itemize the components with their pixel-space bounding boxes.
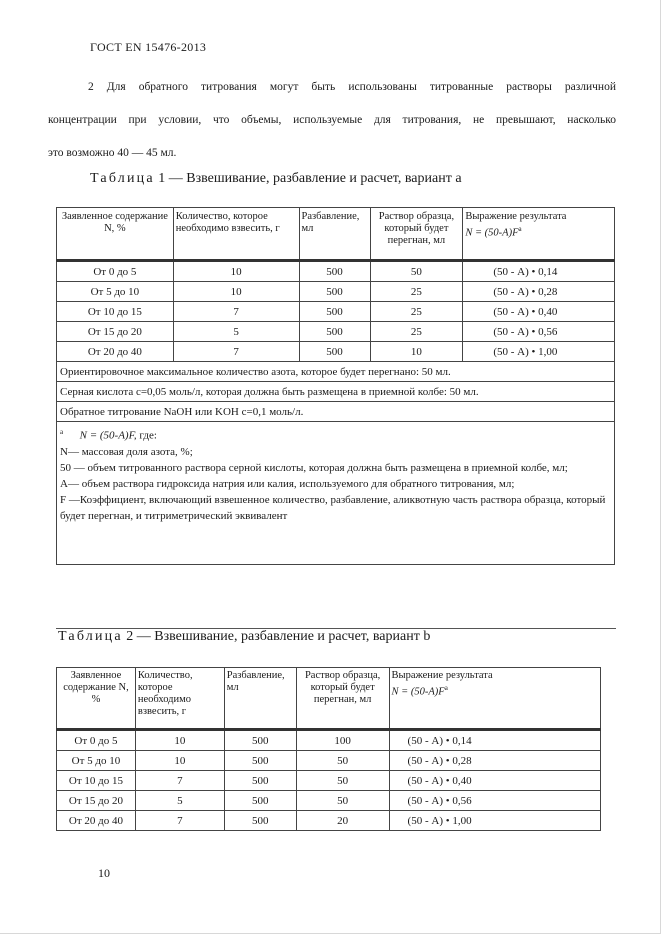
table1-cell: 50 — [370, 261, 463, 282]
table-row — [57, 342, 615, 362]
table1-cell: 5 — [173, 322, 299, 342]
table-row — [57, 322, 615, 342]
table2-cell: 500 — [224, 751, 296, 771]
table2-header-dilution: Разбавление, мл — [224, 668, 296, 730]
table2-cell: 10 — [135, 751, 224, 771]
table2-cell: (50 - А) • 1,00 — [389, 811, 600, 831]
table1-header-dilution: Разбавление, мл — [299, 208, 370, 261]
footnote-formula-tail: где: — [136, 429, 157, 442]
footnote-formula: N = (50-A)F, — [79, 429, 137, 442]
table2-cell: 500 — [224, 791, 296, 811]
table2-cell: (50 - А) • 0,14 — [389, 730, 600, 751]
table1-cell: (50 - А) • 0,28 — [463, 282, 615, 302]
table1-cell: От 0 до 5 — [57, 261, 174, 282]
table2-cell: 100 — [296, 730, 389, 751]
page-number: 10 — [98, 866, 110, 880]
table1-caption-word: Таблица — [90, 171, 155, 186]
table2-caption — [58, 629, 430, 645]
table2-caption-text: 2 — Взвешивание, разбавление и расчет, вариант b — [122, 629, 431, 644]
footnote-50-definition: 50 — объем титрованного раствора серной кислоты, которая должна быть размещена в приемной колбе, мл; — [60, 461, 568, 474]
table2-cell: От 15 до 20 — [57, 791, 136, 811]
table2-header-content: Заявленное содержание N, % — [57, 668, 136, 730]
document-header: ГОСТ EN 15476-2013 — [90, 40, 207, 54]
table1-header-result-label: Выражение результата — [465, 211, 567, 222]
table2-cell: 50 — [296, 791, 389, 811]
table-row — [57, 811, 601, 831]
table1-header-sup: a — [518, 225, 522, 233]
footnote-formula-line — [60, 424, 611, 444]
note-paragraph — [48, 71, 616, 170]
table2-cell: 20 — [296, 811, 389, 831]
table1-header-result — [463, 208, 615, 261]
table2-cell: 5 — [135, 791, 224, 811]
table1-note-row — [57, 402, 615, 422]
table-row — [57, 302, 615, 322]
table2-cell: От 20 до 40 — [57, 811, 136, 831]
table2-cell: (50 - А) • 0,40 — [389, 771, 600, 791]
table2-header-sup: a — [444, 684, 448, 692]
table2-cell: 7 — [135, 771, 224, 791]
table1-cell: 25 — [370, 322, 463, 342]
table1-cell: 500 — [299, 302, 370, 322]
table2-header-sample: Раствор образца, который будет перегнан, мл — [296, 668, 389, 730]
table1-caption-text: 1 — Взвешивание, разбавление и расчет, вариант а — [154, 171, 462, 186]
table-row — [57, 771, 601, 791]
table-variant-a — [56, 207, 615, 565]
table1-header-content: Заявленное содержание N, % — [57, 208, 174, 261]
table-row — [57, 261, 615, 282]
table1-cell: От 5 до 10 — [57, 282, 174, 302]
table2-cell: (50 - А) • 0,28 — [389, 751, 600, 771]
table2-cell: 500 — [224, 730, 296, 751]
table1-cell: (50 - А) • 1,00 — [463, 342, 615, 362]
footnote-n-definition: N— массовая доля азота, %; — [60, 445, 193, 458]
footnote-a-definition: A— объем раствора гидроксида натрия или калия, используемого для обратного титрования, мл; — [60, 477, 515, 490]
table1-cell: 500 — [299, 282, 370, 302]
table1-cell: 10 — [173, 282, 299, 302]
table2-cell: 50 — [296, 771, 389, 791]
table2-cell: От 0 до 5 — [57, 730, 136, 751]
table1-cell: 7 — [173, 302, 299, 322]
table2-header-row — [57, 668, 601, 730]
table1-cell: От 15 до 20 — [57, 322, 174, 342]
paragraph-line-2: концентрации при условии, что объемы, используемые для титрования, не превышают, насколько — [48, 114, 616, 126]
table1-note-back-titration: Обратное титрование NaOH или KOH c=0,1 моль/л. — [57, 402, 615, 422]
table1-cell: 500 — [299, 261, 370, 282]
paragraph-line-3: это возможно 40 — 45 мл. — [48, 147, 177, 159]
table1-cell: 10 — [370, 342, 463, 362]
table1-cell: От 20 до 40 — [57, 342, 174, 362]
table2-cell: 500 — [224, 811, 296, 831]
table1-cell: 500 — [299, 322, 370, 342]
table2-cell: От 5 до 10 — [57, 751, 136, 771]
table2-cell: 500 — [224, 771, 296, 791]
table1-cell: 10 — [173, 261, 299, 282]
paragraph-line-1: 2 Для обратного титрования могут быть использованы титрованные растворы различной — [88, 81, 616, 93]
table1-cell: 25 — [370, 282, 463, 302]
table2-cell: От 10 до 15 — [57, 771, 136, 791]
table1-footnote-row — [57, 422, 615, 565]
table2-caption-word: Таблица — [58, 629, 123, 644]
table-variant-b — [56, 667, 601, 831]
table1-caption — [90, 171, 462, 187]
table1-note-acid: Серная кислота c=0,05 моль/л, которая должна быть размещена в приемной колбе: 50 мл. — [57, 382, 615, 402]
table1-note-row — [57, 362, 615, 382]
table-row — [57, 791, 601, 811]
table-row — [57, 751, 601, 771]
table1-cell: 500 — [299, 342, 370, 362]
table2-header-formula: N = (50-A)F — [391, 686, 445, 698]
table1-header-mass: Количество, которое необходимо взвесить, г — [173, 208, 299, 261]
table1-header-formula: N = (50-A)F — [465, 227, 519, 239]
table1-cell: (50 - А) • 0,56 — [463, 322, 615, 342]
table-row — [57, 730, 601, 751]
table2-header-mass: Количество, которое необходимо взвесить, г — [135, 668, 224, 730]
table1-note-row — [57, 382, 615, 402]
table2-header-result — [389, 668, 600, 730]
table1-footnote — [57, 422, 615, 565]
table1-cell: (50 - А) • 0,14 — [463, 261, 615, 282]
footnote-mark: a — [60, 428, 64, 436]
table-row — [57, 282, 615, 302]
table1-cell: От 10 до 15 — [57, 302, 174, 322]
table1-header-row — [57, 208, 615, 261]
table2-cell: 10 — [135, 730, 224, 751]
footnote-f-definition: F —Коэффициент, включающий взвешенное количество, разбавление, аликвотную часть раствора образца, который будет перегнан, и титриметрический эквивалент — [60, 493, 606, 522]
table1-header-sample: Раствор образца, который будет перегнан, мл — [370, 208, 463, 261]
table1-cell: (50 - А) • 0,40 — [463, 302, 615, 322]
table1-cell: 7 — [173, 342, 299, 362]
table2-cell: 50 — [296, 751, 389, 771]
table1-note-max-nitrogen: Ориентировочное максимальное количество азота, которое будет перегнано: 50 мл. — [57, 362, 615, 382]
table2-cell: (50 - А) • 0,56 — [389, 791, 600, 811]
table2-cell: 7 — [135, 811, 224, 831]
table2-header-result-label: Выражение результата — [391, 670, 493, 681]
table1-cell: 25 — [370, 302, 463, 322]
